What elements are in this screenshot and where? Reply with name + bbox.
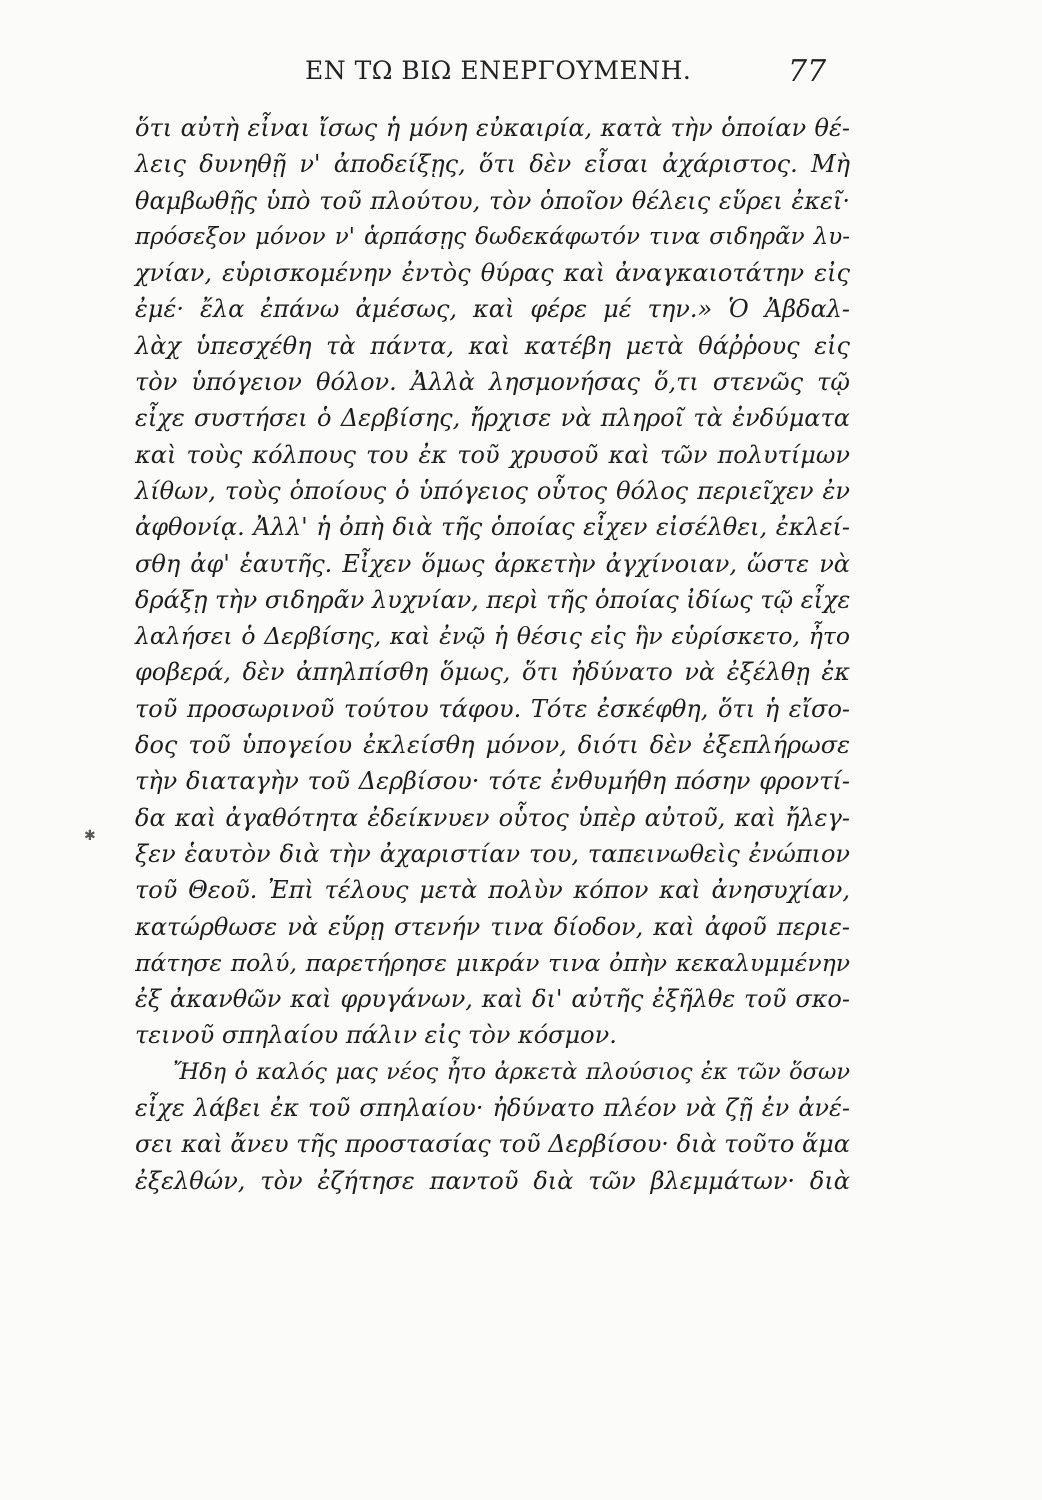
text-line: λὰχ ὑπεσχέθη τὰ πάντα, καὶ κατέβη μετὰ θάῤῥους εἰς: [135, 331, 850, 360]
text-line: λαλήσει ὁ Δερβίσης, καὶ ἐνῷ ἡ θέσις εἰς ἣν εὑρίσκετο, ἦτο: [135, 622, 850, 651]
margin-mark-icon: ✱: [84, 828, 96, 844]
text-line: τοῦ Θεοῦ. Ἐπὶ τέλους μετὰ πολὺν κόπον καὶ ἀνησυχίαν,: [135, 876, 850, 905]
text-line: σει καὶ ἄνευ τῆς προστασίας τοῦ Δερβίσου· διὰ τοῦτο ἅμα: [135, 1130, 850, 1159]
text-line: δράξῃ τὴν σιδηρᾶν λυχνίαν, περὶ τῆς ὁποίας ἰδίως τῷ εἶχε: [135, 585, 851, 614]
body-text: [135, 110, 850, 1199]
paragraph-start-line: Ἤδη ὁ καλός μας νέος ἦτο ἀρκετὰ πλούσιος ἐκ τῶν ὅσων: [173, 1058, 850, 1085]
text-line: τὴν διαταγὴν τοῦ Δερβίσου· τότε ἐνθυμήθη πόσην φροντί-: [135, 767, 850, 796]
text-line: δα καὶ ἀγαθότητα ἐδείκνυεν οὗτος ὑπὲρ αὐτοῦ, καὶ ἤλεγ-: [135, 803, 850, 832]
page-header: [0, 56, 1042, 96]
text-line: ἐξ ἀκανθῶν καὶ φρυγάνων, καὶ δι' αὐτῆς ἐξῆλθε τοῦ σκο-: [135, 985, 850, 1014]
text-line: θαμβωθῇς ὑπὸ τοῦ πλούτου, τὸν ὁποῖον θέλεις εὕρει ἐκεῖ·: [135, 186, 850, 215]
text-line: εἶχε συστήσει ὁ Δερβίσης, ἤρχισε νὰ πληροῖ τὰ ἐνδύματα: [135, 404, 850, 433]
text-line: λεις δυνηθῇ ν' ἀποδείξῃς, ὅτι δὲν εἶσαι ἀχάριστος. Μὴ: [135, 150, 850, 179]
text-line: ἐξελθών, τὸν ἐζήτησε παντοῦ διὰ τῶν βλεμμάτων· διὰ: [135, 1166, 850, 1195]
text-line: τὸν ὑπόγειον θόλον. Ἀλλὰ λησμονήσας ὅ,τι στενῶς τῷ: [135, 368, 850, 397]
text-line: φοβερά, δὲν ἀπηλπίσθη ὅμως, ὅτι ἠδύνατο νὰ ἐξέλθῃ ἐκ: [135, 658, 850, 687]
text-line: πάτησε πολύ, παρετήρησε μικράν τινα ὀπὴν κεκαλυμμένην: [135, 948, 850, 977]
text-line: ἀφθονίᾳ. Ἀλλ' ἡ ὀπὴ διὰ τῆς ὁποίας εἶχεν εἰσέλθει, ἐκλεί-: [135, 513, 850, 542]
text-line: σθη ἀφ' ἑαυτῆς. Εἶχεν ὅμως ἀρκετὴν ἀγχίνοιαν, ὥστε νὰ: [135, 549, 850, 578]
text-line: εἶχε λάβει ἐκ τοῦ σπηλαίου· ἠδύνατο πλέον νὰ ζῇ ἐν ἀνέ-: [135, 1094, 850, 1123]
running-head: ΕΝ ΤΩ ΒΙΩ ΕΝΕΡΓΟΥΜΕΝΗ.: [305, 56, 692, 85]
text-line: κατώρθωσε νὰ εὕρῃ στενήν τινα δίοδον, καὶ ἀφοῦ περιε-: [135, 912, 850, 941]
text-line: χνίαν, εὑρισκομένην ἐντὸς θύρας καὶ ἀναγκαιοτάτην εἰς: [135, 259, 850, 288]
page-number: 77: [788, 54, 827, 89]
paragraph-end-line: τεινοῦ σπηλαίου πάλιν εἰς τὸν κόσμον.: [135, 1021, 617, 1050]
text-line: πρόσεξον μόνον ν' ἁρπάσῃς δωδεκάφωτόν τινα σιδηρᾶν λυ-: [135, 223, 850, 250]
text-line: τοῦ προσωρινοῦ τούτου τάφου. Τότε ἐσκέφθη, ὅτι ἡ εἴσο-: [135, 694, 850, 723]
text-line: λίθων, τοὺς ὁποίους ὁ ὑπόγειος οὗτος θόλος περιεῖχεν ἐν: [135, 476, 850, 505]
text-line: ἐμέ· ἔλα ἐπάνω ἀμέσως, καὶ φέρε μέ την.» Ὁ Ἀβδαλ-: [135, 295, 850, 324]
text-line: ὅτι αὐτὴ εἶναι ἴσως ἡ μόνη εὐκαιρία, κατὰ τὴν ὁποίαν θέ-: [135, 114, 850, 142]
text-line: ξεν ἑαυτὸν διὰ τὴν ἀχαριστίαν του, ταπεινωθεὶς ἐνώπιον: [135, 839, 850, 868]
text-line: καὶ τοὺς κόλπους του ἐκ τοῦ χρυσοῦ καὶ τῶν πολυτίμων: [135, 440, 850, 469]
text-line: δος τοῦ ὑπογείου ἐκλείσθη μόνον, διότι δὲν ἐξεπλήρωσε: [135, 731, 850, 760]
